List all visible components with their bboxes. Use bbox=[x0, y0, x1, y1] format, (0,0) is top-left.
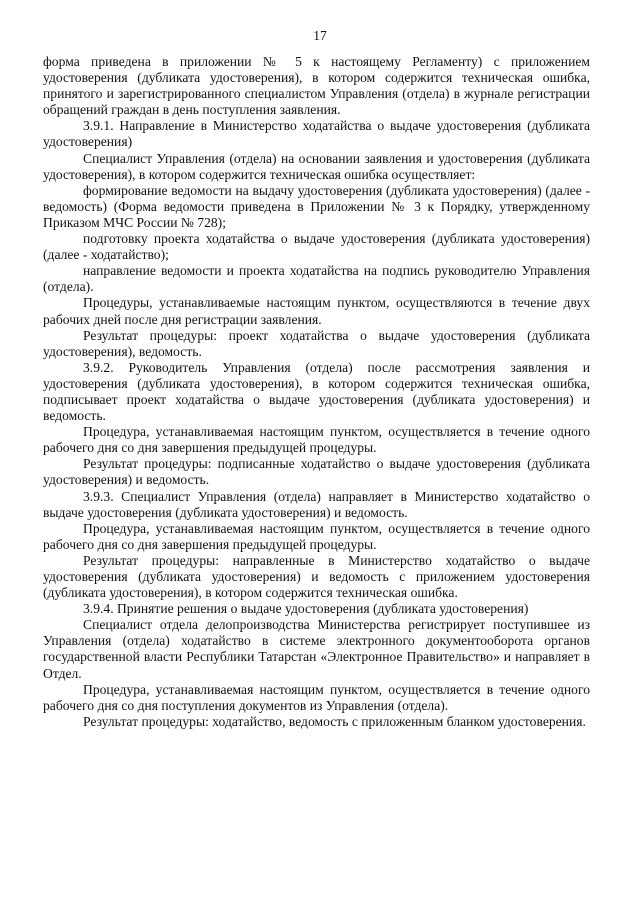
paragraph: Специалист Управления (отдела) на основании заявления и удостоверения (дубликата удостоверения), в котором содержится техническая ошибка осуществляет: bbox=[43, 150, 590, 182]
paragraph: Процедуры, устанавливаемые настоящим пунктом, осуществляются в течение двух рабочих дней после дня регистрации заявления. bbox=[43, 295, 590, 327]
paragraph: Специалист отдела делопроизводства Министерства регистрирует поступившее из Управления (отдела) ходатайство в системе электронного документооборота органов государственной власти Республики Татарстан «Электронное Правительство» и направляет в Отдел. bbox=[43, 617, 590, 681]
paragraph: Процедура, устанавливаемая настоящим пунктом, осуществляется в течение одного рабочего дня со дня завершения предыдущей процедуры. bbox=[43, 424, 590, 456]
paragraph: Результат процедуры: ходатайство, ведомость с приложенным бланком удостоверения. bbox=[83, 713, 586, 729]
paragraph: Результат процедуры: направленные в Министерство ходатайство о выдаче удостоверения (дубликата удостоверения) и ведомость с приложением удостоверения (дубликата удостоверения), в котором содержится техническая ошибка. bbox=[43, 552, 590, 601]
list-item: направление ведомости и проекта ходатайства на подпись руководителю Управления (отдела). bbox=[43, 263, 590, 295]
paragraph: Процедура, устанавливаемая настоящим пунктом, осуществляется в течение одного рабочего дня со дня завершения предыдущей процедуры. bbox=[43, 520, 590, 552]
paragraph: Результат процедуры: проект ходатайства о выдаче удостоверения (дубликата удостоверения), ведомость. bbox=[43, 327, 590, 359]
paragraph: Процедура, устанавливаемая настоящим пунктом, осуществляется в течение одного рабочего дня со дня поступления документов из Управления (отдела). bbox=[43, 681, 590, 713]
page-number: 17 bbox=[313, 28, 327, 43]
list-item: подготовку проекта ходатайства о выдаче удостоверения (дубликата удостоверения) (далее - ходатайство); bbox=[43, 231, 590, 263]
document-body bbox=[43, 54, 590, 730]
section-paragraph-3-9-3: 3.9.3. Специалист Управления (отдела) направляет в Министерство ходатайство о выдаче удостоверения (дубликата удостоверения) и ведомость. bbox=[43, 488, 590, 520]
section-heading-3-9-1: 3.9.1. Направление в Министерство ходатайства о выдаче удостоверения (дубликата удостоверения) bbox=[43, 118, 590, 150]
section-paragraph-3-9-2: 3.9.2. Руководитель Управления (отдела) после рассмотрения заявления и удостоверения (дубликата удостоверения), в котором содержится техническая ошибка, подписывает проект ходатайства о выдаче удостоверения (дубликата удостоверения) и ведомость. bbox=[43, 359, 590, 424]
section-heading-3-9-4: 3.9.4. Принятие решения о выдаче удостоверения (дубликата удостоверения) bbox=[83, 601, 529, 617]
list-item: формирование ведомости на выдачу удостоверения (дубликата удостоверения) (далее - ведомость) (Форма ведомости приведена в Приложении № 3 к Порядку, утвержденному Приказом МЧС России № 728); bbox=[43, 182, 590, 230]
paragraph: Результат процедуры: подписанные ходатайство о выдаче удостоверения (дубликата удостоверения) и ведомость. bbox=[43, 456, 590, 488]
paragraph: форма приведена в приложении № 5 к настоящему Регламенту) с приложением удостоверения (дубликата удостоверения), в котором содержится техническая ошибка, принятого и зарегистрированного специалистом Управления (отдела) в журнале регистрации обращений граждан в день поступления заявления. bbox=[43, 54, 590, 118]
